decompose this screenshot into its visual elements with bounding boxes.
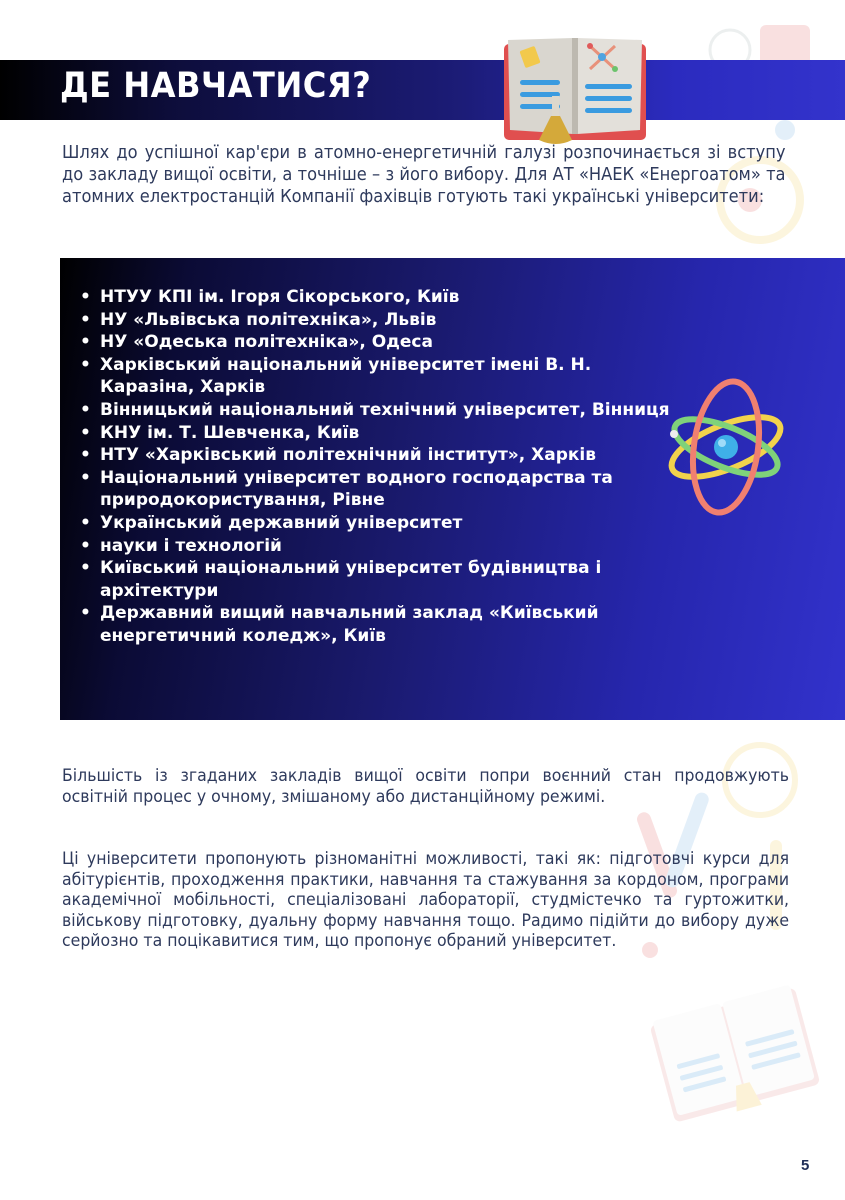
list-item: • НУ «Львівська політехніка», Львів [80,309,437,330]
list-item: • НТУУ КПІ ім. Ігоря Сікорського, Київ [80,287,460,307]
bullet-icon: • [80,467,91,488]
bullet-icon: • [80,535,91,556]
bullet-icon: • [80,603,91,624]
bullet-icon: • [80,287,91,307]
bullet-icon: • [80,399,91,420]
bullet-icon: • [80,422,91,443]
open-book-with-flask-icon [500,34,650,146]
body-paragraph: Більшість із згаданих закладів вищої освіти попри воєнний стан продовжують освітній процес у очному, змішаному або дистанційному режимі. [62,766,790,807]
intro-paragraph: Шлях до успішної кар'єри в атомно-енергетичній галузі розпочинається зі вступу до закладу вищої освіти, а точніше – з його вибору. Для АТ «НАЕК «Енергоатом» та атомних електростанцій Компанії фахівців готують такі українські університети: [62,143,786,207]
list-item: • Національний університет водного господарства та природокористування, Рівне [80,467,613,511]
bullet-icon: • [80,309,91,330]
atom-icon [666,372,786,522]
open-book-watermark-icon [650,985,820,1125]
list-item: • Державний вищий навчальний заклад «Київський енергетичний коледж», Київ [80,603,599,646]
list-item: • Харківський національний університет імені В. Н. Каразіна, Харків [80,354,592,398]
page-number: 5 [801,1157,810,1174]
page-title: ДЕ НАВЧАТИСЯ? [60,66,372,106]
list-item: • НУ «Одеська політехніка», Одеса [80,332,433,353]
list-item: • Вінницький національний технічний університет, Вінниця [80,399,670,420]
body-paragraph: Ці університети пропонують різноманітні можливості, такі як: підготовчі курси для абітурієнтів, проходження практики, навчання та стажування за кордоном, програми академічної мобільності, спеціалізовані лабораторії, студмістечко та гуртожитки, військову підготовку, дуальну форму навчання тощо. Радимо підійти до вибору дуже серйозно та поцікавитися тим, що пропонує обраний університет. [62,849,790,951]
list-item: • НТУ «Харківський політехнічний інститут», Харків [80,445,597,466]
list-item: • КНУ ім. Т. Шевченка, Київ [80,422,360,443]
bullet-icon: • [80,354,91,375]
universities-list [78,286,678,648]
bullet-icon: • [80,558,91,579]
bullet-icon: • [80,332,91,353]
list-item: • Український державний університет [80,512,463,533]
list-item: • науки і технологій [80,535,282,556]
bullet-icon: • [80,445,91,466]
list-item: • Київський національний університет будівництва і архітектури [80,558,602,601]
bullet-icon: • [80,512,91,533]
